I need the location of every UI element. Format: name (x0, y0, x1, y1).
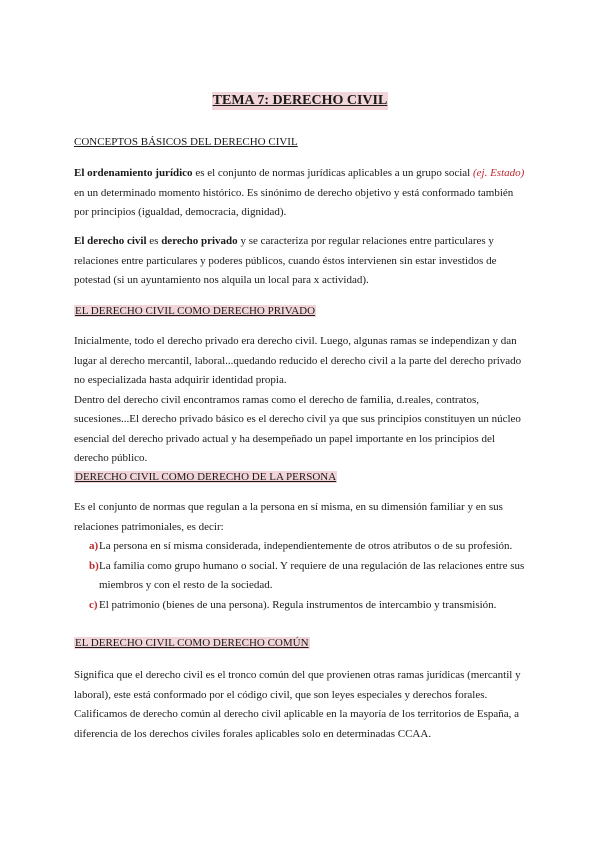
section2-paragraph2: Dentro del derecho civil encontramos ramas como el derecho de familia, d.reales, contratos, sucesiones...El derecho privado básico es el derecho civil ya que sus principios constituyen un núcleo esencial del derecho privado actual y ha desempeñado un papel importante en los principios del derecho público. (74, 393, 521, 464)
section2-body (74, 332, 526, 469)
section1-paragraph2 (74, 232, 526, 291)
list-item-text: El patrimonio (bienes de una persona). Regula instrumentos de intercambio y transmisión. (99, 598, 497, 611)
list-marker: c) (89, 598, 98, 611)
s1p2-b: y se caracteriza por regular relaciones entre particulares y relaciones entre particulares y poderes públicos, cuando éstos intervienen sin estar investidos de potestad (si un ayuntamiento nos alquila un local para x actividad). (74, 235, 497, 286)
section3-intro: Es el conjunto de normas que regulan a la persona en sí misma, en su dimensión familiar y en sus relaciones patrimoniales, es decir: (74, 501, 503, 533)
list-marker: b) (89, 559, 99, 572)
section1-paragraph1 (74, 164, 526, 223)
section2-heading: EL DERECHO CIVIL COMO DERECHO PRIVADO (75, 305, 316, 317)
section3-body (74, 498, 526, 615)
section3-heading-wrap (74, 468, 526, 488)
section2-paragraph1: Inicialmente, todo el derecho privado era derecho civil. Luego, algunas ramas se independizan y dan lugar al derecho mercantil, laboral...quedando reducido el derecho civil a la parte del derecho privado no especializada hasta adquirir identidad propia. (74, 335, 522, 386)
list-item (74, 557, 526, 596)
section4-heading-wrap (74, 634, 526, 654)
example-estado: (ej. Estado) (472, 167, 525, 179)
s1p1-a: es el conjunto de normas jurídicas aplicables a un grupo social (192, 167, 473, 179)
term-derecho-privado: derecho privado (161, 235, 238, 247)
section1-heading: CONCEPTOS BÁSICOS DEL DERECHO CIVIL (74, 136, 298, 148)
section4-paragraph2: Calificamos de derecho común al derecho civil aplicable en la mayoría de los territorios de España, a diferencia de los derechos civiles forales aplicables solo en determinadas CCAA. (74, 708, 520, 740)
title-wrap (74, 91, 526, 110)
document-title: TEMA 7: DERECHO CIVIL (212, 93, 388, 108)
s1p2-a: es (146, 235, 162, 247)
list-item-text: La persona en sí misma considerada, independientemente de otros atributos o de su profesión. (99, 540, 513, 552)
term-derecho-civil: El derecho civil (74, 235, 147, 247)
s1p1-b: en un determinado momento histórico. Es sinónimo de derecho objetivo y está conformado también por principios (igualdad, democracia, dignidad). (74, 186, 514, 218)
section1-heading-wrap (74, 133, 526, 153)
list-item (74, 596, 526, 616)
section4-heading: EL DERECHO CIVIL COMO DERECHO COMÚN (75, 637, 309, 649)
section2-heading-wrap (74, 302, 526, 322)
list-item-text: La familia como grupo humano o social. Y requiere de una regulación de las relaciones entre sus miembros y con el resto de la sociedad. (99, 559, 525, 591)
term-ordenamiento: El ordenamiento jurídico (74, 167, 193, 179)
list-marker: a) (89, 540, 99, 552)
section3-heading: DERECHO CIVIL COMO DERECHO DE LA PERSONA (75, 471, 337, 483)
list-item (74, 537, 526, 557)
section3-list (74, 537, 526, 615)
section4-body (74, 666, 526, 744)
section4-paragraph1: Significa que el derecho civil es el tronco común del que provienen otras ramas jurídicas (mercantil y laboral), este está conformado por el código civil, que son leyes especiales y derechos forales. (74, 669, 521, 701)
